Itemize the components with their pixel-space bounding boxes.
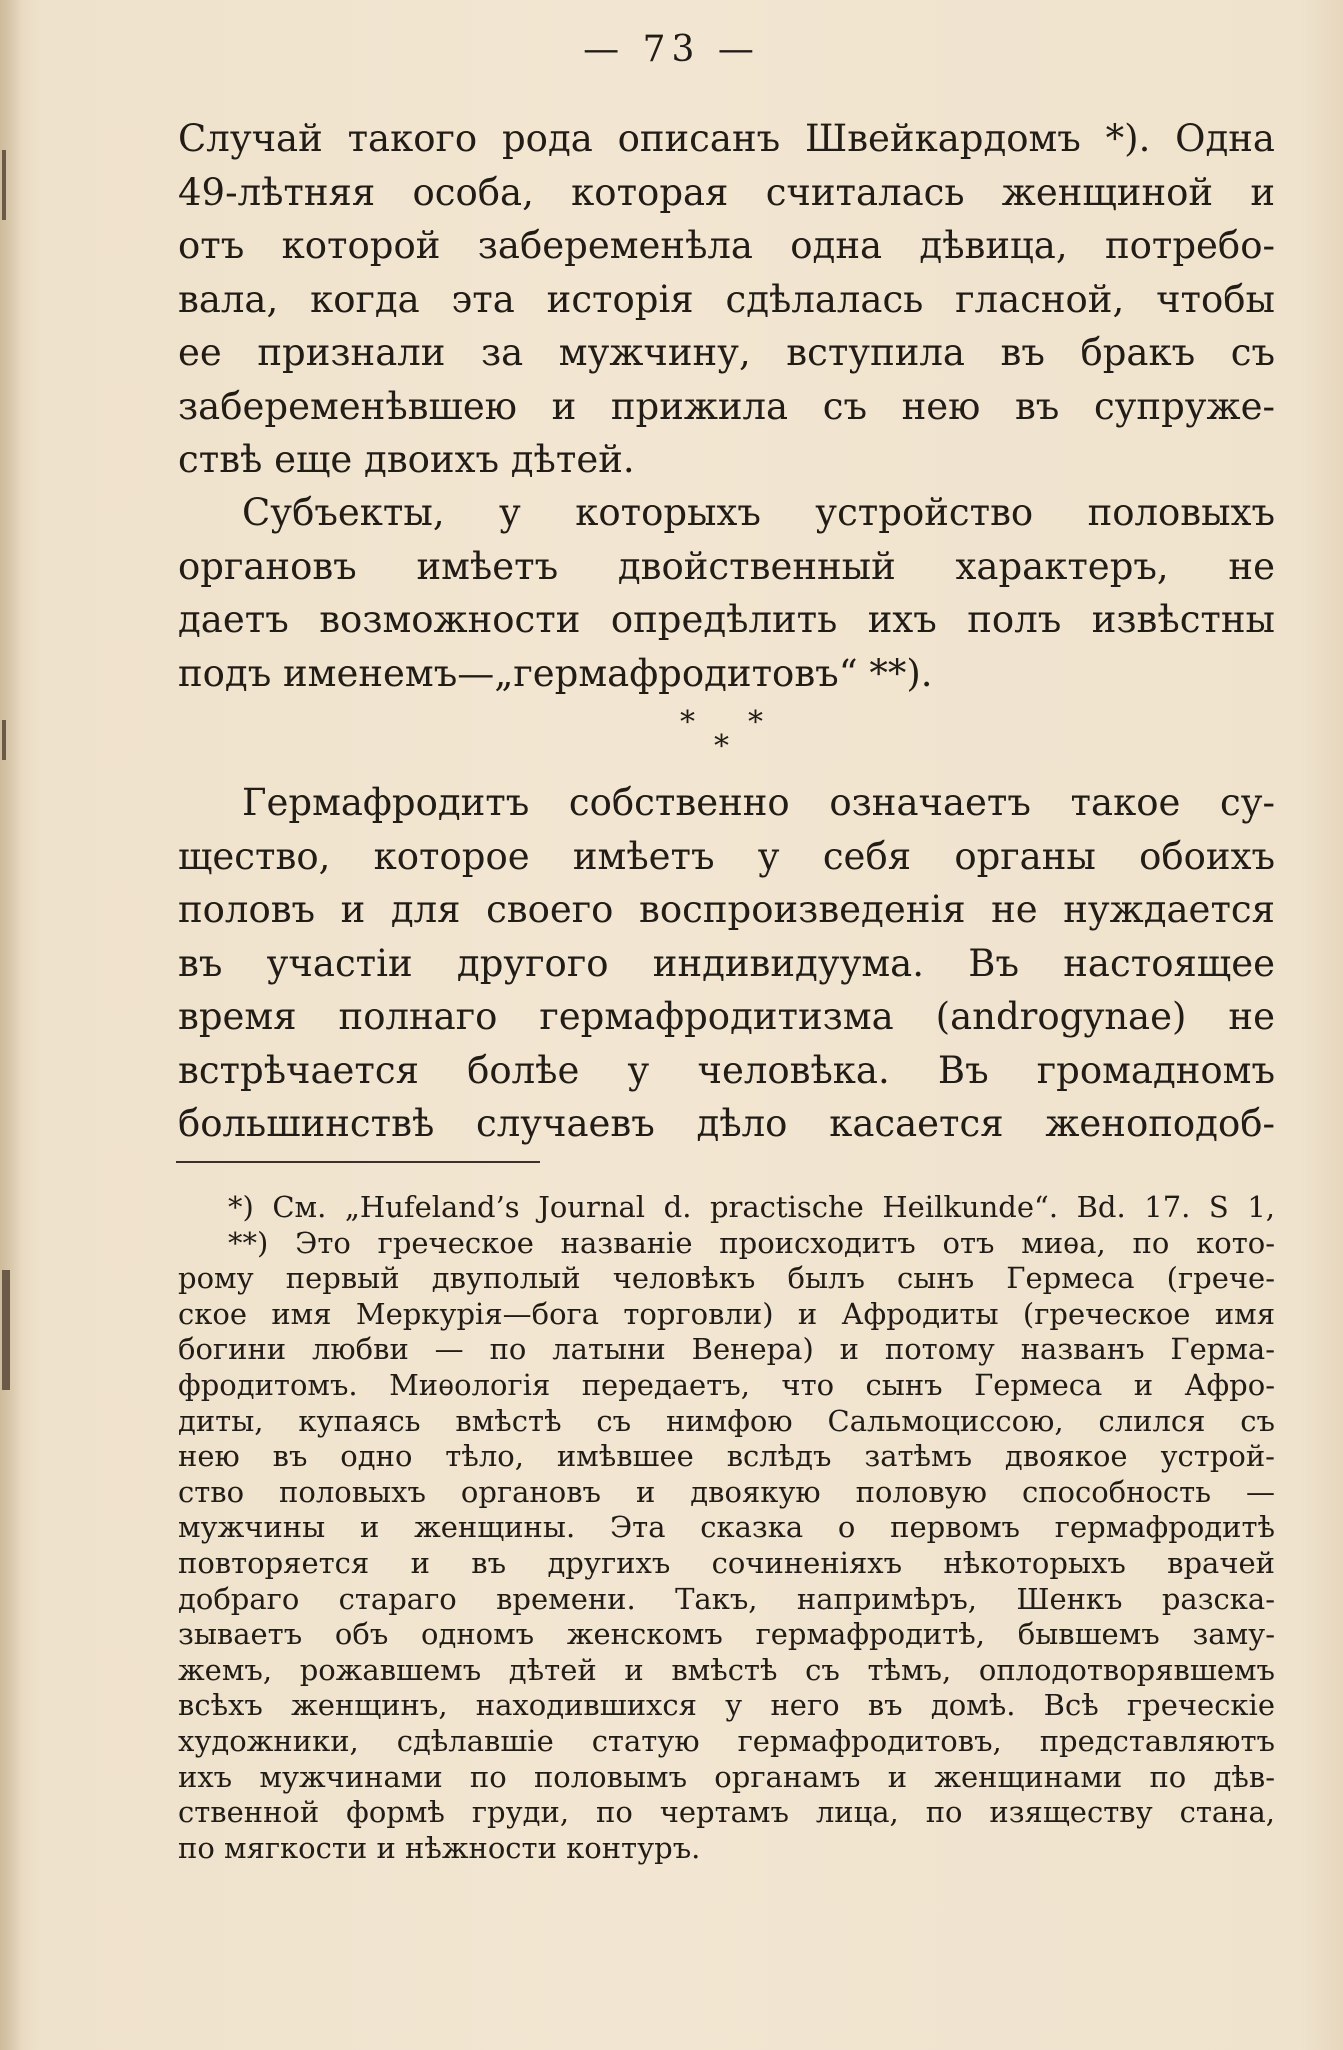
footnote-line: художники, сдѣлавшіе статую гермафродитовъ, представляютъ bbox=[178, 1723, 1275, 1758]
text-line: подъ именемъ—„гермафродитовъ“ **). bbox=[178, 651, 933, 695]
footnote-line: ственной формѣ груди, по чертамъ лица, по изяществу стана, bbox=[178, 1795, 1275, 1830]
footnote-line: *) См. „Hufeland’s Journal d. practische Heilkunde“. Bd. 17. S 1, bbox=[228, 1190, 1275, 1224]
footnote-line: фродитомъ. Миѳологія передаетъ, что сынъ Гермеса и Афро- bbox=[178, 1367, 1275, 1402]
footnote-line: нею въ одно тѣло, имѣвшее вслѣдъ затѣмъ двоякое устрой- bbox=[178, 1439, 1275, 1474]
footnote-line: добраго стараго времени. Такъ, напримѣръ, Шенкъ разска- bbox=[178, 1581, 1275, 1616]
footnote-line: **) Это греческое названіе происходитъ отъ миѳа, по кото- bbox=[228, 1225, 1275, 1260]
footnote-line: рому первый двуполый человѣкъ былъ сынъ Гермеса (грече- bbox=[178, 1261, 1275, 1296]
footnote-line: диты, купаясь вмѣстѣ съ нимфою Сальмоциссою, слился съ bbox=[178, 1403, 1275, 1438]
asterism-star: * bbox=[714, 729, 729, 764]
footnote-line: мужчины и женщины. Эта сказка о первомъ гермафродитѣ bbox=[178, 1510, 1275, 1545]
text-line: большинствѣ случаевъ дѣло касается женоподоб- bbox=[178, 1102, 1275, 1145]
text-line: забеременѣвшею и прижила съ нею въ супруже- bbox=[178, 384, 1275, 428]
footnote-line: повторяется и въ другихъ сочиненіяхъ нѣкоторыхъ врачей bbox=[178, 1545, 1275, 1580]
text-line: отъ которой забеременѣла одна дѣвица, потребо- bbox=[178, 224, 1275, 267]
text-line: 49-лѣтняя особа, которая считалась женщиной и bbox=[178, 170, 1275, 214]
text-line: время полнаго гермафродитизма (androgynae) не bbox=[178, 995, 1275, 1038]
text-line: половъ и для своего воспроизведенія не нуждается bbox=[178, 888, 1275, 931]
footnote-separator bbox=[176, 1161, 540, 1163]
footnote-line: богини любви — по латыни Венера) и потому названъ Герма- bbox=[178, 1332, 1275, 1367]
paragraph-2 bbox=[178, 486, 1275, 700]
asterism-star: * bbox=[748, 705, 763, 740]
section-asterism bbox=[0, 704, 1343, 764]
page-left-edge bbox=[0, 0, 22, 2050]
text-line: щество, которое имѣетъ у себя органы обоихъ bbox=[178, 834, 1275, 878]
text-line bbox=[178, 112, 1275, 166]
footnote-line: ихъ мужчинами по половымъ органамъ и женщинами по дѣв- bbox=[178, 1759, 1275, 1794]
text-line: ее признали за мужчину, вступила въ бракъ съ bbox=[178, 331, 1275, 374]
footnote-line: ское имя Меркурія—бога торговли) и Афродиты (греческое имя bbox=[178, 1296, 1275, 1331]
text-line: въ участіи другого индивидуума. Въ настоящее bbox=[178, 941, 1275, 985]
paragraph-1 bbox=[178, 112, 1275, 487]
asterism-star: * bbox=[680, 705, 695, 740]
text-line: ствѣ еще двоихъ дѣтей. bbox=[178, 438, 635, 481]
footnote-line: по мягкости и нѣжности контуръ. bbox=[178, 1830, 701, 1865]
page-number: — 73 — bbox=[583, 29, 760, 70]
text-line: Гермафродитъ собственно означаетъ такое су- bbox=[242, 781, 1275, 824]
footnotes bbox=[178, 1190, 1275, 1866]
text-line: вала, когда эта исторія сдѣлалась гласной, чтобы bbox=[178, 277, 1275, 321]
edge-mark bbox=[2, 150, 6, 220]
text-segment: Случай такого рода описанъ Швейкардомъ *). Одна bbox=[178, 117, 1275, 160]
text-line: Субъекты, у которыхъ устройство половыхъ bbox=[242, 491, 1275, 534]
edge-mark bbox=[2, 1270, 10, 1390]
paragraph-3 bbox=[178, 776, 1275, 1151]
text-line: органовъ имѣетъ двойственный характеръ, не bbox=[178, 544, 1275, 588]
footnote-line: жемъ, рожавшемъ дѣтей и вмѣстѣ съ тѣмъ, оплодотворявшемъ bbox=[178, 1652, 1275, 1687]
footnote-line: ство половыхъ органовъ и двоякую половую способность — bbox=[178, 1474, 1275, 1509]
footnote-line: зываетъ объ одномъ женскомъ гермафродитѣ, бывшемъ заму- bbox=[178, 1617, 1275, 1652]
footnote-line: всѣхъ женщинъ, находившихся у него въ домѣ. Всѣ греческіе bbox=[178, 1688, 1275, 1723]
text-line: встрѣчается болѣе у человѣка. Въ громадномъ bbox=[178, 1048, 1275, 1092]
text-line: даетъ возможности опредѣлить ихъ полъ извѣстны bbox=[178, 598, 1275, 641]
